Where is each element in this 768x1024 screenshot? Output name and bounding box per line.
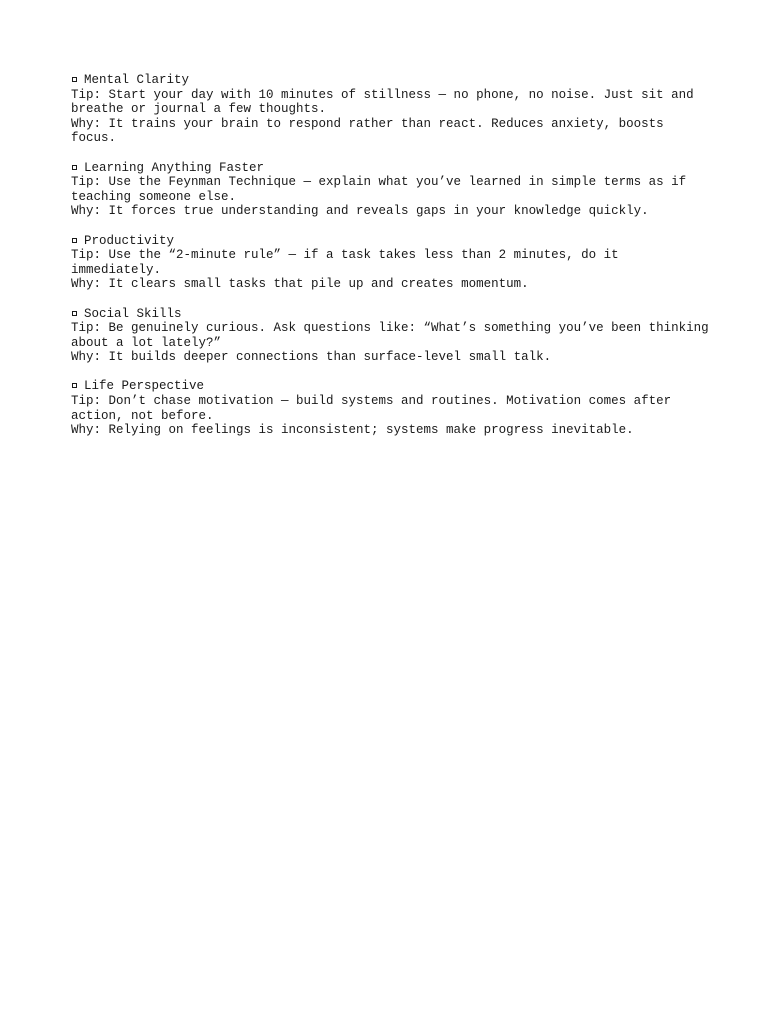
tip-text: Tip: Start your day with 10 minutes of stillness — no phone, no noise. Just sit and breathe or journal a few thoughts.: [71, 87, 702, 117]
section-heading: [71, 307, 711, 322]
tip-text: Tip: Be genuinely curious. Ask questions like: “What’s something you’ve been thinking about a lot lately?”: [71, 321, 717, 350]
why-text: Why: Relying on feelings is inconsistent; systems make progress inevitable.: [71, 423, 634, 438]
section-heading-text: Productivity: [84, 233, 175, 248]
section-heading: [71, 234, 711, 249]
why-text: Why: It builds deeper connections than surface-level small talk.: [71, 350, 552, 365]
why-text: Why: It forces true understanding and reveals gaps in your knowledge quickly.: [71, 204, 649, 219]
document-body: [71, 73, 717, 452]
square-bullet-icon: [72, 77, 77, 82]
why-text: Why: It clears small tasks that pile up and creates momentum.: [71, 277, 529, 292]
why-text: Why: It trains your brain to respond rather than react. Reduces anxiety, boosts focus.: [71, 116, 672, 146]
section-heading-text: Mental Clarity: [84, 73, 190, 87]
section-learning-anything-faster: [71, 161, 711, 219]
section-heading-text: Learning Anything Faster: [84, 160, 265, 175]
square-bullet-icon: [72, 383, 77, 388]
square-bullet-icon: [72, 311, 77, 316]
section-heading: [71, 73, 711, 88]
section-heading: [71, 379, 711, 394]
section-heading: [71, 161, 711, 176]
section-mental-clarity: [71, 73, 711, 146]
section-heading-text: Social Skills: [84, 306, 182, 321]
square-bullet-icon: [72, 165, 77, 170]
section-productivity: [71, 234, 711, 292]
tip-text: Tip: Don’t chase motivation — build systems and routines. Motivation comes after action, not before.: [71, 394, 679, 423]
section-social-skills: [71, 306, 717, 365]
tip-text: Tip: Use the Feynman Technique — explain what you’ve learned in simple terms as if teaching someone else.: [71, 175, 694, 204]
square-bullet-icon: [72, 238, 77, 243]
tip-text: Tip: Use the “2-minute rule” — if a task takes less than 2 minutes, do it immediately.: [71, 248, 627, 277]
section-life-perspective: [71, 379, 711, 437]
section-heading-text: Life Perspective: [84, 379, 205, 394]
